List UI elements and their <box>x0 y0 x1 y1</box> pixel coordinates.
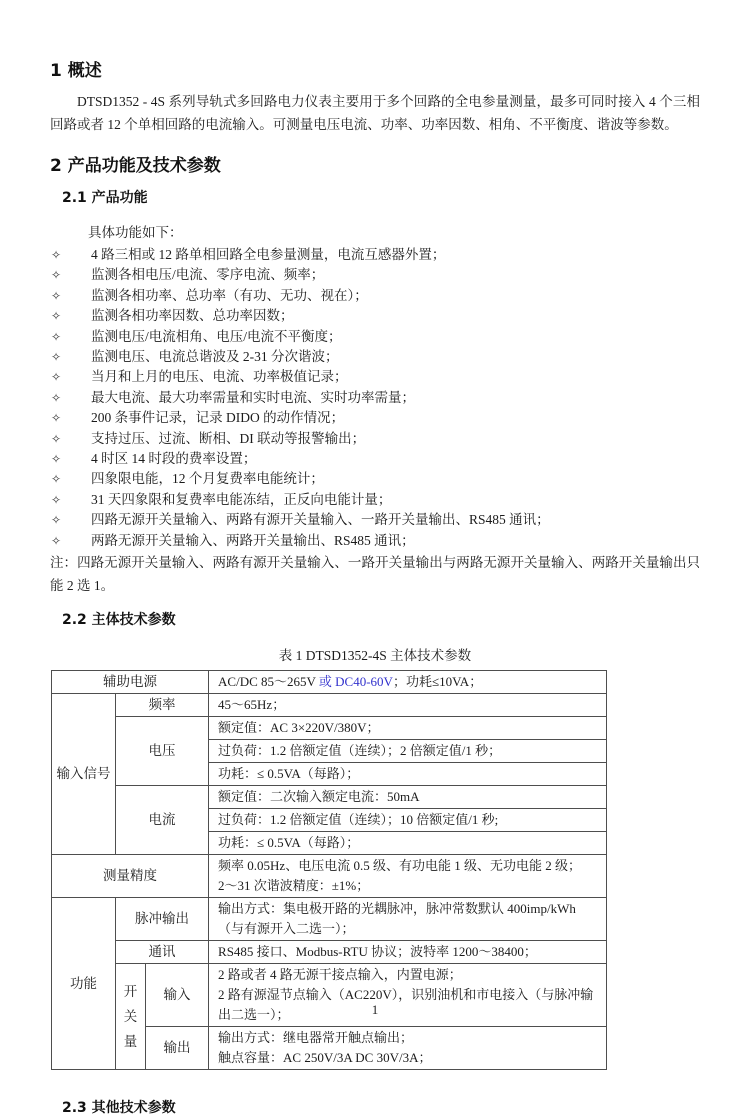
accuracy-line1: 频率 0.05Hz、电压电流 0.5 级、有功电能 1 级、无功电能 2 级； <box>218 858 581 874</box>
feature-text: 当月和上月的电压、电流、功率极值记录； <box>91 369 348 385</box>
overview-paragraph: DTSD1352 - 4S 系列导轨式多回路电力仪表主要用于多个回路的全电参量测量，最多可同时接入 4 个三相回路或者 12 个单相回路的电流输入。可测量电压电流、功率、功率因数、相角、不平衡度、谐波等参数。 <box>50 94 700 132</box>
diamond-bullet-icon: ✧ <box>51 411 62 426</box>
diamond-bullet-icon: ✧ <box>51 513 62 528</box>
cell-di-label: 输入 <box>146 964 209 1027</box>
feature-item <box>50 388 700 408</box>
cell-current-power: 功耗：≤ 0.5VA（每路）； <box>209 832 607 855</box>
cell-aux-power-label: 辅助电源 <box>52 671 209 694</box>
cell-do-value <box>209 1027 607 1070</box>
diamond-bullet-icon: ✧ <box>51 492 62 507</box>
cell-current-label: 电流 <box>116 786 209 855</box>
cell-comm-value: RS485 接口、Modbus-RTU 协议；波特率 1200～38400； <box>209 941 607 964</box>
heading-2-2-main-specs: 2.2 主体技术参数 <box>62 612 176 629</box>
note-text: 注：四路无源开关量输入、两路有源开关量输入、一路开关量输出与两路无源开关量输入、两路开关量输出只能 2 选 1。 <box>50 555 700 593</box>
heading-overview: 1 概述 <box>50 61 102 81</box>
cell-voltage-overload: 过负荷：1.2 倍额定值（连续）；2 倍额定值/1 秒； <box>209 740 607 763</box>
cell-do-label: 输出 <box>146 1027 209 1070</box>
cell-voltage-power: 功耗：≤ 0.5VA（每路）； <box>209 763 607 786</box>
feature-text: 监测电压/电流相角、电压/电流不平衡度； <box>91 328 342 344</box>
diamond-bullet-icon: ✧ <box>51 533 62 548</box>
cell-current-overload: 过负荷：1.2 倍额定值（连续）；10 倍额定值/1 秒; <box>209 809 607 832</box>
feature-text: 四象限电能，12 个月复费率电能统计； <box>91 471 324 487</box>
aux-value-pre: AC/DC 85～265V <box>218 674 319 690</box>
cell-current-rated: 额定值：二次输入额定电流：50mA <box>209 786 607 809</box>
feature-text: 监测电压、电流总谐波及 2-31 分次谐波； <box>91 349 339 365</box>
feature-item <box>50 429 700 449</box>
cell-accuracy-label: 测量精度 <box>52 855 209 898</box>
feature-item <box>50 531 700 551</box>
cell-comm-label: 通讯 <box>116 941 209 964</box>
accuracy-line2: 2～31 次谐波精度：±1%； <box>218 878 370 894</box>
diamond-bullet-icon: ✧ <box>51 390 62 405</box>
table-row <box>52 855 607 898</box>
table-caption: 表 1 DTSD1352-4S 主体技术参数 <box>278 648 472 664</box>
diamond-bullet-icon: ✧ <box>51 472 62 487</box>
feature-item <box>50 367 700 387</box>
di-line1: 2 路或者 4 路无源干接点输入，内置电源； <box>218 967 462 983</box>
table-row <box>52 898 607 941</box>
cell-function-label: 功能 <box>52 898 116 1070</box>
feature-text: 四路无源开关量输入、两路有源开关量输入、一路开关量输出、RS485 通讯； <box>91 512 550 528</box>
feature-text: 监测各相功率因数、总功率因数； <box>91 308 294 324</box>
diamond-bullet-icon: ✧ <box>51 452 62 467</box>
do-line1: 输出方式：继电器常开触点输出； <box>218 1030 414 1046</box>
aux-value-post: ；功耗≤10VA； <box>392 674 483 690</box>
diamond-bullet-icon: ✧ <box>51 248 62 262</box>
feature-item <box>50 510 700 530</box>
feature-item <box>50 490 700 510</box>
diamond-bullet-icon: ✧ <box>51 329 62 344</box>
feature-text: 监测各相功率、总功率（有功、无功、视在）； <box>91 287 368 303</box>
page-number: 1 <box>371 1002 379 1017</box>
di-line2: 2 路有源湿节点输入（AC220V），识别油机和市电接入（与脉冲输出二选一）； <box>218 987 594 1023</box>
do-line2: 触点容量：AC 250V/3A DC 30V/3A； <box>218 1050 432 1066</box>
features-intro: 具体功能如下： <box>88 225 183 240</box>
diamond-bullet-icon: ✧ <box>51 370 62 385</box>
heading-product-functions: 2 产品功能及技术参数 <box>50 156 221 176</box>
feature-item <box>50 286 700 306</box>
feature-list <box>50 245 700 551</box>
cell-accuracy-value <box>209 855 607 898</box>
feature-item <box>50 408 700 428</box>
table-row <box>52 671 607 694</box>
cell-frequency-label: 频率 <box>116 694 209 717</box>
heading-2-1-product-functions: 2.1 产品功能 <box>62 190 148 206</box>
feature-text: 最大电流、最大功率需量和实时电流、实时功率需量； <box>91 389 415 405</box>
diamond-bullet-icon: ✧ <box>51 288 62 303</box>
cell-input-signal-label: 输入信号 <box>52 694 116 855</box>
feature-text: 监测各相电压/电流、零序电流、频率； <box>91 267 325 283</box>
cell-pulse-value: 输出方式：集电极开路的光耦脉冲，脉冲常数默认 400imp/kWh（与有源开入二选一）； <box>209 898 607 941</box>
cell-aux-power-value <box>209 671 607 694</box>
feature-text: 两路无源开关量输入、两路开关量输出、RS485 通讯； <box>91 532 415 548</box>
feature-item <box>50 245 700 265</box>
feature-item <box>50 265 700 285</box>
cell-frequency-value: 45～65Hz； <box>209 694 607 717</box>
feature-item <box>50 449 700 469</box>
diamond-bullet-icon: ✧ <box>51 431 62 446</box>
feature-text: 支持过压、过流、断相、DI 联动等报警输出； <box>91 430 366 446</box>
feature-item <box>50 327 700 347</box>
switch-group-vertical-text: 开关量 <box>123 984 138 1050</box>
feature-item <box>50 306 700 326</box>
feature-item <box>50 469 700 489</box>
cell-voltage-label: 电压 <box>116 717 209 786</box>
diamond-bullet-icon: ✧ <box>51 268 62 283</box>
feature-text: 200 条事件记录，记录 DIDO 的动作情况； <box>91 410 345 426</box>
table-row <box>52 694 607 717</box>
table-row <box>52 941 607 964</box>
cell-voltage-rated: 额定值：AC 3×220V/380V； <box>209 717 607 740</box>
diamond-bullet-icon: ✧ <box>51 350 62 365</box>
aux-value-blue: 或 DC40-60V <box>318 674 393 690</box>
feature-text: 4 路三相或 12 路单相回路全电参量测量，电流互感器外置； <box>91 247 446 262</box>
feature-text: 4 时区 14 时段的费率设置； <box>91 451 257 467</box>
diamond-bullet-icon: ✧ <box>51 309 62 324</box>
feature-item <box>50 347 700 367</box>
feature-text: 31 天四象限和复费率电能冻结，正反向电能计量； <box>91 491 392 507</box>
heading-2-3-other-specs: 2.3 其他技术参数 <box>62 1100 176 1117</box>
cell-pulse-label: 脉冲输出 <box>116 898 209 941</box>
table-row <box>52 717 607 740</box>
table-row <box>52 786 607 809</box>
